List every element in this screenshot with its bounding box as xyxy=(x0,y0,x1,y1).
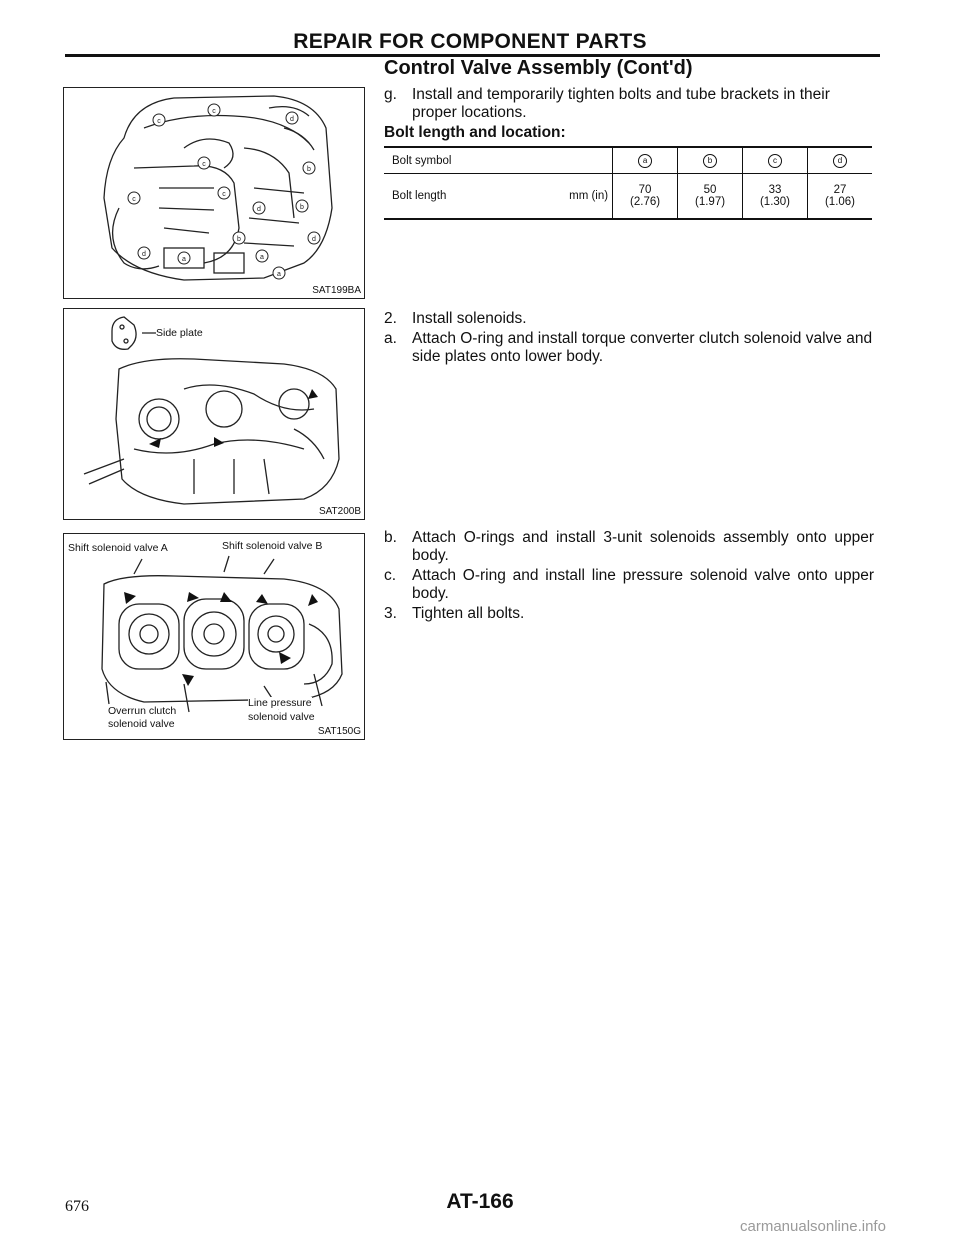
table-row xyxy=(384,174,872,220)
step-text: Attach O-rings and install 3-unit solenoids assembly onto upper body. xyxy=(412,529,874,564)
side-plate-label: Side plate xyxy=(156,327,203,339)
page-code: AT-166 xyxy=(446,1190,514,1213)
svg-text:d: d xyxy=(257,206,261,213)
svg-text:b: b xyxy=(237,236,241,243)
page-number: 676 xyxy=(65,1198,89,1215)
svg-text:d: d xyxy=(290,116,294,123)
step-2 xyxy=(384,310,874,328)
step-2-block xyxy=(384,310,874,368)
svg-text:b: b xyxy=(300,204,304,211)
svg-text:c: c xyxy=(132,196,136,203)
length-cell: 70 (2.76) xyxy=(613,174,678,220)
step-marker: 2. xyxy=(384,310,397,327)
step-text: Install solenoids. xyxy=(412,310,527,327)
bolt-length-table xyxy=(384,146,872,220)
step-g-block xyxy=(384,86,874,142)
line-pressure-label-2: solenoid valve xyxy=(248,711,315,723)
symbol-cell: b xyxy=(678,147,743,174)
svg-text:a: a xyxy=(277,271,281,278)
svg-text:c: c xyxy=(157,118,161,125)
bolt-table-heading: Bolt length and location: xyxy=(384,124,566,141)
svg-text:a: a xyxy=(260,254,264,261)
svg-text:c: c xyxy=(212,108,216,115)
symbol-cell: c xyxy=(743,147,808,174)
page-header-title: REPAIR FOR COMPONENT PARTS xyxy=(293,30,647,53)
shift-solenoid-a-label: Shift solenoid valve A xyxy=(68,542,168,554)
unit-label: mm (in) xyxy=(538,174,613,220)
svg-text:a: a xyxy=(182,256,186,263)
length-cell: 27 (1.06) xyxy=(807,174,872,220)
svg-text:b: b xyxy=(307,166,311,173)
step-marker: 3. xyxy=(384,605,397,622)
shift-solenoid-b-label: Shift solenoid valve B xyxy=(222,540,323,552)
step-b xyxy=(384,529,874,565)
table-row xyxy=(384,147,872,174)
bolt-length-label: Bolt length xyxy=(384,174,538,220)
svg-text:c: c xyxy=(202,161,206,168)
step-marker: a. xyxy=(384,330,397,347)
side-plate-drawing xyxy=(64,309,364,519)
step-marker: b. xyxy=(384,529,397,546)
svg-text:d: d xyxy=(312,236,316,243)
watermark: carmanualsonline.info xyxy=(740,1218,886,1235)
symbol-cell: d xyxy=(807,147,872,174)
figure-side-plate xyxy=(63,308,365,520)
figure-code: SAT200B xyxy=(318,506,361,517)
step-a xyxy=(384,330,874,366)
step-3 xyxy=(384,605,874,623)
step-text: Install and temporarily tighten bolts and tube brackets in their proper locations. xyxy=(412,86,830,121)
step-c xyxy=(384,567,874,603)
figure-code: SAT199BA xyxy=(312,285,361,296)
empty-cell xyxy=(538,147,613,174)
step-marker: g. xyxy=(384,86,397,103)
line-pressure-label-1: Line pressure xyxy=(248,697,312,709)
section-title: Control Valve Assembly (Cont'd) xyxy=(384,57,693,79)
valve-body-drawing xyxy=(64,88,364,298)
overrun-clutch-label-1: Overrun clutch xyxy=(108,705,177,717)
symbol-cell: a xyxy=(613,147,678,174)
step-g xyxy=(384,86,874,122)
step-text: Tighten all bolts. xyxy=(412,605,525,622)
step-text: Attach O-ring and install line pressure solenoid valve onto upper body. xyxy=(412,567,874,602)
length-cell: 50 (1.97) xyxy=(678,174,743,220)
figure-solenoid-valves xyxy=(63,533,365,740)
figure-bolt-locations xyxy=(63,87,365,299)
step-b-block xyxy=(384,529,874,625)
step-marker: c. xyxy=(384,567,397,584)
svg-text:c: c xyxy=(222,191,226,198)
overrun-clutch-label-2: solenoid valve xyxy=(108,718,175,730)
bolt-symbol-label: Bolt symbol xyxy=(384,147,538,174)
length-cell: 33 (1.30) xyxy=(743,174,808,220)
step-text: Attach O-ring and install torque converter clutch solenoid valve and side plates onto lower body. xyxy=(412,330,873,365)
figure-code: SAT150G xyxy=(317,726,361,737)
svg-text:d: d xyxy=(142,251,146,258)
